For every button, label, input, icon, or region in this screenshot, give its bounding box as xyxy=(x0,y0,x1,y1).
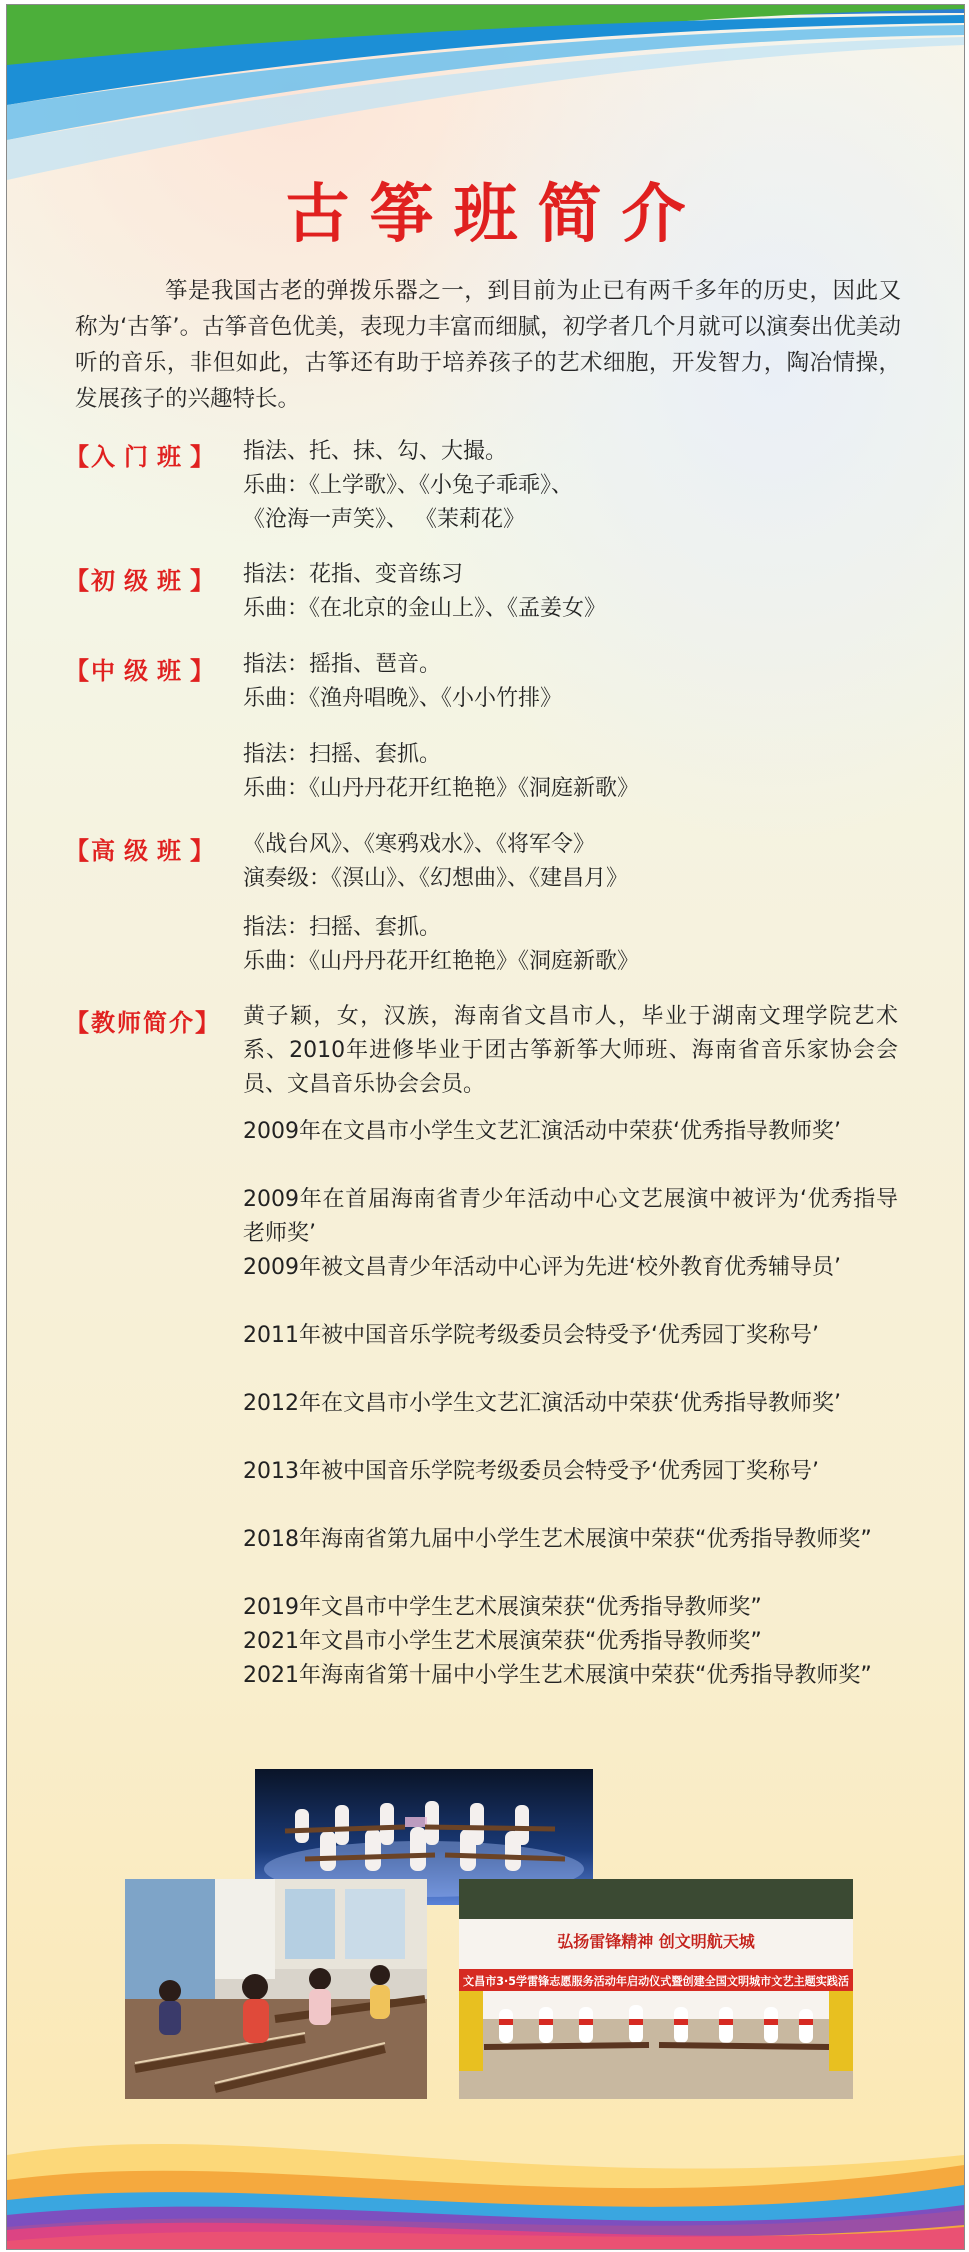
section-line: 乐曲：《渔舟唱晚》、《小小竹排》 xyxy=(243,686,563,711)
section-label-beginner: 【入门班】 xyxy=(65,443,216,471)
section-line: 乐曲：《上学歌》、《小兔子乖乖》、 xyxy=(243,473,574,498)
section-line: 指法：摇指、琶音。 xyxy=(243,652,442,677)
award-item: 2021年海南省第十届中小学生艺术展演中荣获“优秀指导教师奖” xyxy=(243,1663,872,1688)
award-item: 2018年海南省第九届中小学生艺术展演中荣获“优秀指导教师奖” xyxy=(243,1527,872,1552)
section-line: 《战台风》、《寒鸦戏水》、《将军令》 xyxy=(243,832,596,857)
award-item: 2013年被中国音乐学院考级委员会特受予‘优秀园丁奖称号’ xyxy=(243,1459,819,1484)
section-line: 指法、托、抹、勾、大撮。 xyxy=(243,439,508,464)
section-line: 指法：扫摇、套抓。 xyxy=(243,915,442,940)
section-label-intermediate: 【中级班】 xyxy=(65,657,216,685)
poster xyxy=(6,4,965,2250)
teacher-bio: 黄子颖，女，汉族，海南省文昌市人，毕业于湖南文理学院艺术系、2010年进修毕业于团古筝新筝大师班、海南省音乐家协会会员、文昌音乐协会会员。 xyxy=(243,1004,898,1097)
section-line: 指法：花指、变音练习 xyxy=(243,562,464,587)
section-label-teacher: 【教师简介】 xyxy=(65,1009,221,1037)
banner-line-2: 文昌市3·5学雷锋志愿服务活动年启动仪式暨创建全国文明城市文艺主题实践活 xyxy=(463,1974,850,1988)
section-line: 《沧海一声笑》、 《茉莉花》 xyxy=(243,507,525,532)
award-item: 2009年在文昌市小学生文艺汇演活动中荣获‘优秀指导教师奖’ xyxy=(243,1119,841,1144)
section-line: 演奏级：《溟山》、《幻想曲》、《建昌月》 xyxy=(243,866,629,891)
award-item: 2012年在文昌市小学生文艺汇演活动中荣获‘优秀指导教师奖’ xyxy=(243,1391,841,1416)
award-item: 2009年被文昌青少年活动中心评为先进‘校外教育优秀辅导员’ xyxy=(243,1255,841,1280)
section-label-advanced: 【高级班】 xyxy=(65,837,216,865)
section-line: 乐曲：《在北京的金山上》、《孟姜女》 xyxy=(243,596,607,621)
award-item: 2021年文昌市小学生艺术展演荣获“优秀指导教师奖” xyxy=(243,1629,762,1654)
section-line: 指法：扫摇、套抓。 xyxy=(243,742,442,767)
award-item: 2019年文昌市中学生艺术展演荣获“优秀指导教师奖” xyxy=(243,1595,762,1620)
intro-paragraph: 筝是我国古老的弹拨乐器之一，到目前为止已有两千多年的历史，因此又称为‘古筝’。古筝音色优美，表现力丰富而细腻，初学者几个月就可以演奏出优美动听的音乐，非但如此，古筝还有助于培养孩子的艺术细胞，开发智力，陶冶情操，发展孩子的兴趣特长。 xyxy=(75,278,901,412)
award-item: 2009年在首届海南省青少年活动中心文艺展演中被评为‘优秀指导老师奖’ xyxy=(243,1187,898,1246)
banner-line-1: 弘扬雷锋精神 创文明航天城 xyxy=(557,1932,755,1951)
award-item: 2011年被中国音乐学院考级委员会特受予‘优秀园丁奖称号’ xyxy=(243,1323,819,1348)
section-line: 乐曲：《山丹丹花开红艳艳》《洞庭新歌》 xyxy=(243,776,640,801)
section-label-elementary: 【初级班】 xyxy=(65,567,216,595)
section-line: 乐曲：《山丹丹花开红艳艳》《洞庭新歌》 xyxy=(243,949,640,974)
classroom-photo xyxy=(125,1879,427,2099)
page-title: 古筝班简介 xyxy=(285,177,706,252)
outdoor-performance-photo xyxy=(459,1879,853,2099)
